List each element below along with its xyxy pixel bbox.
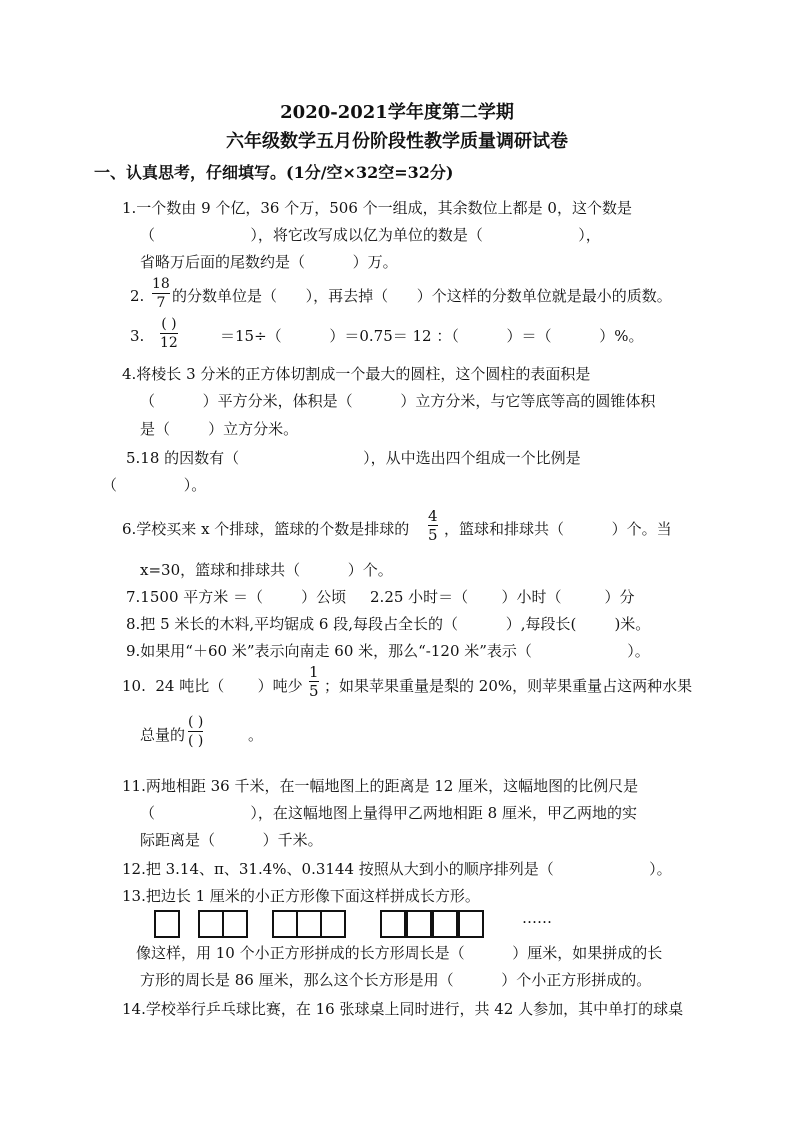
q10-line2-start: 总量的 [140,726,186,744]
section-heading: 一、认真思考，仔细填写。(1分/空×32空=32分) [94,163,454,182]
q1-line3: 省略万后面的尾数约是（ ）万。 [140,253,398,271]
square-1x2-a [198,910,224,938]
q6-fraction-numerator: 4 [428,507,438,525]
q10-line1-end: ；如果苹果重量是梨的 20%，则苹果重量占这两种水果 [324,677,693,695]
q4-line1: 4.将棱长 3 分米的正方体切割成一个最大的圆柱，这个圆柱的表面积是 [122,365,591,383]
q10-fraction [309,664,319,699]
q7-text: 7.1500 平方米 ＝（ ）公顷 2.25 小时＝（ ）小时（ ）分 [126,588,635,606]
q10-line1-start: 10. 24 吨比（ ）吨少 [122,677,303,695]
square-1x1 [154,910,180,938]
q2-fraction-numerator: 18 [152,276,170,292]
q3-fraction [160,316,178,351]
q13-line3: 方形的周长是 86 厘米，那么这个长方形是用（ ）个小正方形拼成的。 [140,971,652,989]
q2-number: 2. [130,287,145,305]
q14-line1: 14.学校举行乒乓球比赛，在 16 张球桌上同时进行，共 42 人参加，其中单打的球桌 [122,1000,684,1018]
q10-answer-numerator: ( ) [188,714,204,730]
q5-line2: （ ）。 [102,476,207,494]
square-1x2-b [222,910,248,938]
q3-fraction-numerator: ( ) [161,316,177,332]
q1-line2: （ ），将它改写成以亿为单位的数是（ ）， [140,226,601,244]
q10-fraction-denominator: 5 [309,682,319,700]
exam-main-title: 六年级数学五月份阶段性教学质量调研试卷 [226,131,568,152]
exam-year-title: 2020-2021学年度第二学期 [280,102,514,123]
q3-number: 3. [130,327,145,345]
q1-line1: 1.一个数由 9 个亿，36 个万，506 个一组成，其余数位上都是 0，这个数是 [122,199,632,217]
square-1x4-d [458,910,484,938]
q6-line1-start: 6.学校买来 x 个排球，篮球的个数是排球的 [122,520,410,538]
q10-answer-fraction [188,714,203,749]
q9-text: 9.如果用“＋60 米”表示向南走 60 米，那么“-120 米”表示（ ）。 [126,642,650,660]
q2-fraction [152,276,170,311]
square-1x4-b [406,910,432,938]
q3-text: ＝15÷（ ）＝0.75＝ 12 ：（ ）＝（ ）%。 [220,327,644,345]
q2-fraction-denominator: 7 [156,295,166,311]
q4-line3: 是（ ）立方分米。 [140,420,299,438]
square-1x4-c [432,910,458,938]
continuation-dots: …… [522,909,552,927]
q10-fraction-numerator: 1 [309,663,319,681]
square-1x3-a [272,910,298,938]
q13-line2: 像这样，用 10 个小正方形拼成的长方形周长是（ ）厘米，如果拼成的长 [136,944,663,962]
square-1x4-a [380,910,406,938]
q2-text: 的分数单位是（ ），再去掉（ ）个这样的分数单位就是最小的质数。 [172,287,672,305]
q12-text: 12.把 3.14、π、31.4%、0.3144 按照从大到小的顺序排列是（ ）。 [122,860,672,878]
q11-line2: （ ），在这幅地图上量得甲乙两地相距 8 厘米，甲乙两地的实 [140,804,637,822]
q6-fraction-denominator: 5 [428,526,438,544]
q5-line1: 5.18 的因数有（ ），从中选出四个组成一个比例是 [126,449,581,467]
q13-line1: 13.把边长 1 厘米的小正方形像下面这样拼成长方形。 [122,887,480,905]
square-1x3-b [296,910,322,938]
q6-line1-end: ，篮球和排球共（ ）个。当 [444,520,672,538]
q11-line1: 11.两地相距 36 千米，在一幅地图上的距离是 12 厘米，这幅地图的比例尺是 [122,777,639,795]
q4-line2: （ ）平方分米，体积是（ ）立方分米，与它等底等高的圆锥体积 [140,392,656,410]
q10-line2-end: 。 [248,726,264,744]
q6-line2: x=30，篮球和排球共（ ）个。 [140,561,393,579]
q8-text: 8.把 5 米长的木料,平均锯成 6 段,每段占全长的（ ）,每段长( )米。 [126,615,651,633]
q3-fraction-denominator: 12 [160,335,178,351]
q6-fraction [428,508,438,543]
q11-line3: 际距离是（ ）千米。 [140,831,323,849]
square-1x3-c [320,910,346,938]
q10-answer-denominator: ( ) [188,733,204,749]
